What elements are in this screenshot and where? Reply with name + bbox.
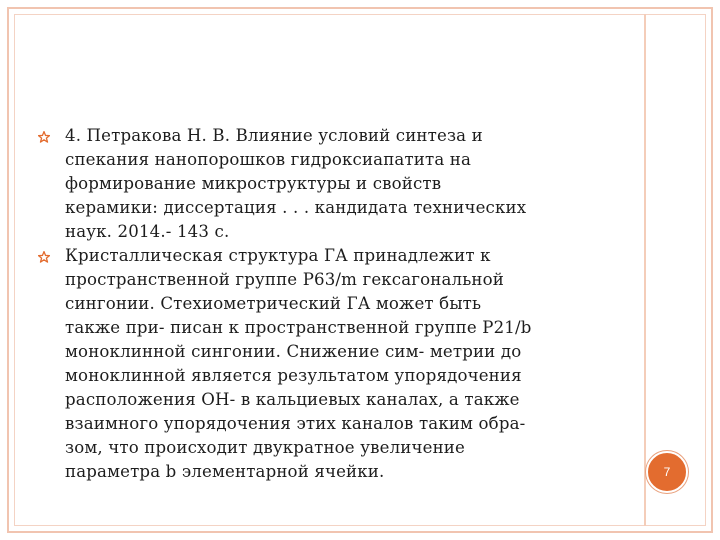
side-divider-line (644, 14, 646, 526)
bullet-text-line: спекания нанопорошков гидроксиапатита на (65, 150, 472, 169)
page-number-badge: 7 (646, 451, 688, 493)
bullet-text-line: взаимного упорядочения этих каналов таким обра- (65, 414, 526, 433)
bullet-text-line: керамики: диссертация . . . кандидата технических (65, 198, 527, 217)
bullet-text-line: параметра b элементарной ячейки. (65, 462, 385, 481)
bullet-text-line: 4. Петракова Н. В. Влияние условий синтеза и (65, 126, 483, 145)
bullet-text-line: расположения ОН- в кальциевых каналах, а также (65, 390, 520, 409)
bullet-text-line: зом, что происходит двукратное увеличение (65, 438, 465, 457)
bullet-text-line: моноклинной является результатом упорядочения (65, 366, 522, 385)
bullet-text-line: моноклинной сингонии. Снижение сим- метрии до (65, 342, 522, 361)
bullet-item-crystal-structure (38, 244, 628, 484)
bullet-text-line: также при- писан к пространственной группе P21/b (65, 318, 532, 337)
bullet-text-line: Кристаллическая структура ГА принадлежит к (65, 246, 491, 265)
slide-content (38, 124, 628, 484)
bullet-text-line: наук. 2014.- 143 с. (65, 222, 230, 241)
star-bullet-icon (38, 131, 50, 143)
star-bullet-icon (38, 251, 50, 263)
bullet-item-reference (38, 124, 628, 244)
bullet-text-line: сингонии. Стехиометрический ГА может быть (65, 294, 482, 313)
bullet-text-line: пространственной группе P63/m гексагональной (65, 270, 504, 289)
bullet-text-line: формирование микроструктуры и свойств (65, 174, 442, 193)
